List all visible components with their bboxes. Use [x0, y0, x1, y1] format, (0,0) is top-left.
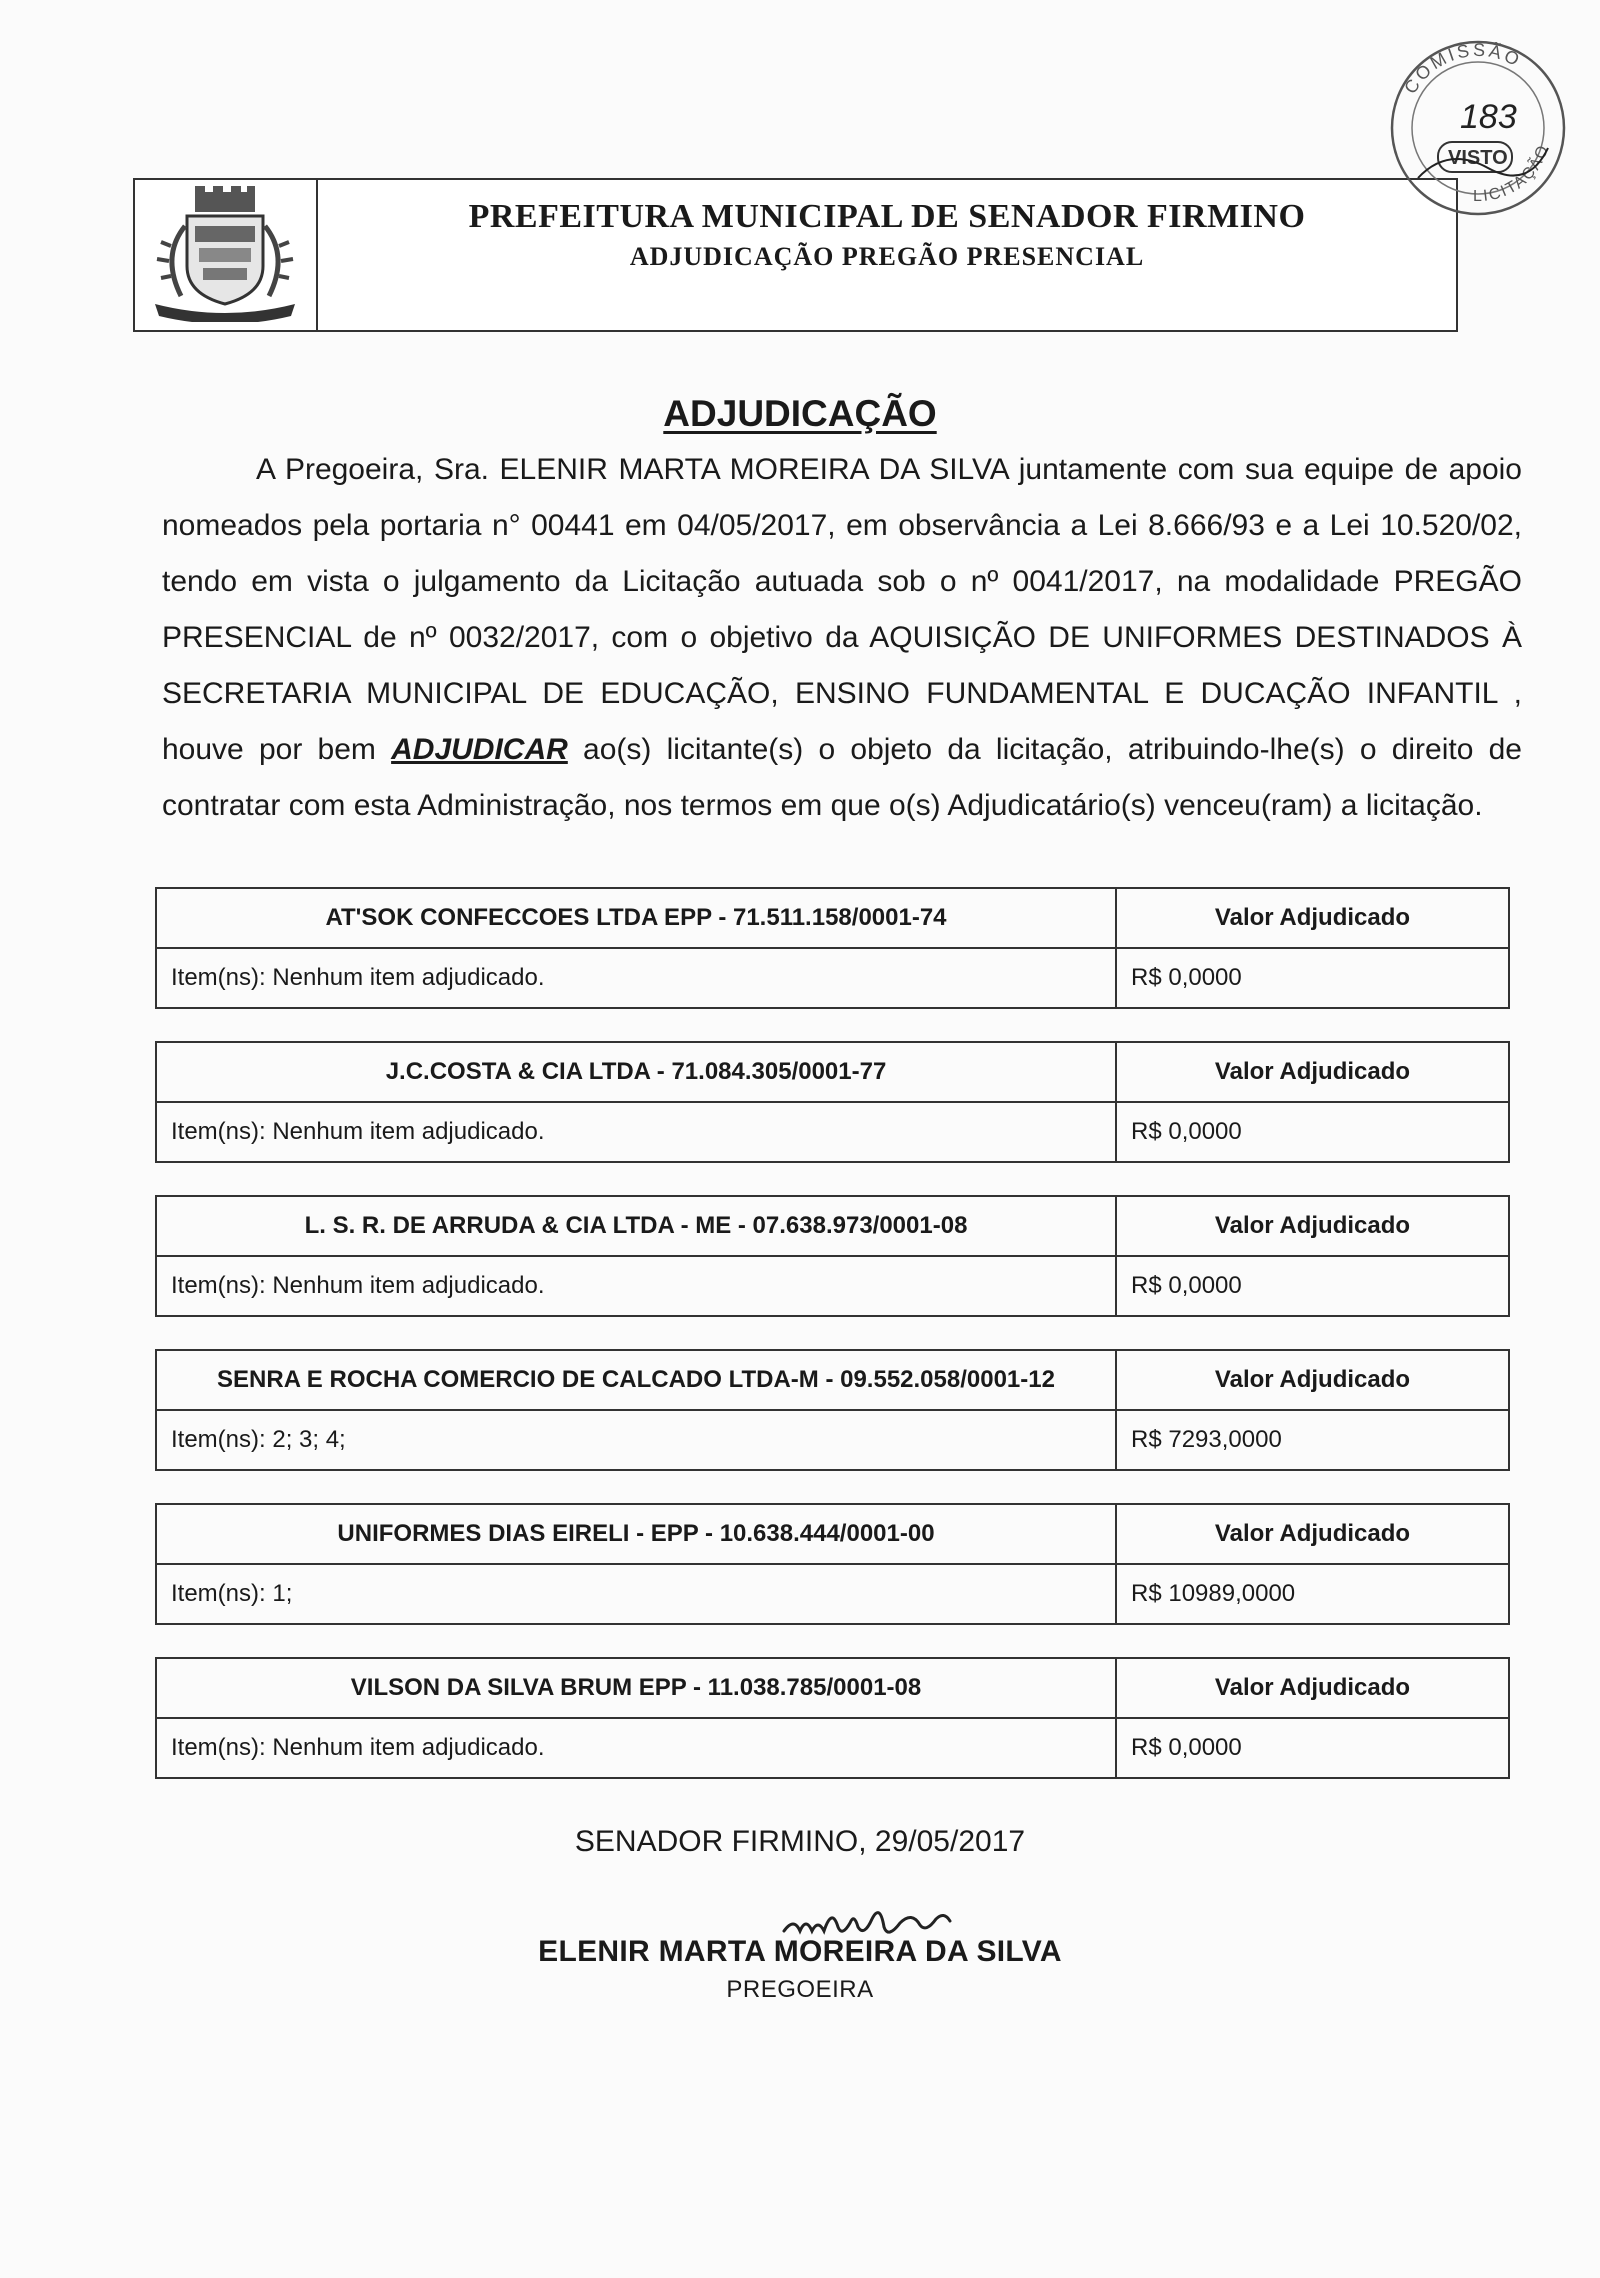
stamp-number: 183	[1460, 98, 1517, 136]
coat-of-arms-icon	[147, 186, 302, 322]
value-header: Valor Adjudicado	[1116, 1042, 1509, 1102]
document-title: ADJUDICAÇÃO	[663, 393, 937, 434]
award-table	[155, 1349, 1510, 1471]
adjudicar-emphasis: ADJUDICAR	[391, 733, 568, 766]
place-and-date: SENADOR FIRMINO, 29/05/2017	[574, 1825, 1026, 1858]
company-name: L. S. R. DE ARRUDA & CIA LTDA - ME - 07.638.973/0001-08	[156, 1196, 1116, 1256]
value-header: Valor Adjudicado	[1116, 1658, 1509, 1718]
letterhead	[133, 178, 1458, 332]
signer-role: PREGOEIRA	[726, 1976, 874, 2003]
commission-stamp-icon	[1378, 28, 1578, 218]
stamp-bottom-text: LICITAÇÃO	[1472, 141, 1553, 206]
items-cell: Item(ns): Nenhum item adjudicado.	[156, 948, 1116, 1008]
items-cell: Item(ns): Nenhum item adjudicado.	[156, 1102, 1116, 1162]
value-cell: R$ 0,0000	[1116, 1718, 1509, 1778]
award-table	[155, 887, 1510, 1009]
items-cell: Item(ns): Nenhum item adjudicado.	[156, 1718, 1116, 1778]
header-title: PREFEITURA MUNICIPAL DE SENADOR FIRMINO	[468, 198, 1306, 235]
value-header: Valor Adjudicado	[1116, 1504, 1509, 1564]
company-name: SENRA E ROCHA COMERCIO DE CALCADO LTDA-M - 09.552.058/0001-12	[156, 1350, 1116, 1410]
stamp-top-text: COMISSÃO	[1400, 39, 1526, 98]
company-name: VILSON DA SILVA BRUM EPP - 11.038.785/0001-08	[156, 1658, 1116, 1718]
value-cell: R$ 10989,0000	[1116, 1564, 1509, 1624]
company-name: UNIFORMES DIAS EIRELI - EPP - 10.638.444/0001-00	[156, 1504, 1116, 1564]
items-cell: Item(ns): Nenhum item adjudicado.	[156, 1256, 1116, 1316]
value-cell: R$ 0,0000	[1116, 1102, 1509, 1162]
value-header: Valor Adjudicado	[1116, 1196, 1509, 1256]
award-table	[155, 1657, 1510, 1779]
value-cell: R$ 7293,0000	[1116, 1410, 1509, 1470]
body-paragraph	[162, 442, 1522, 834]
crest-cell	[135, 180, 318, 330]
value-cell: R$ 0,0000	[1116, 1256, 1509, 1316]
header-subtitle: ADJUDICAÇÃO PREGÃO PRESENCIAL	[629, 242, 1145, 271]
signer-name: ELENIR MARTA MOREIRA DA SILVA	[538, 1935, 1062, 1968]
items-cell: Item(ns): 2; 3; 4;	[156, 1410, 1116, 1470]
items-cell: Item(ns): 1;	[156, 1564, 1116, 1624]
value-header: Valor Adjudicado	[1116, 1350, 1509, 1410]
awards-list	[155, 887, 1510, 1811]
company-name: AT'SOK CONFECCOES LTDA EPP - 71.511.158/0001-74	[156, 888, 1116, 948]
value-header: Valor Adjudicado	[1116, 888, 1509, 948]
award-table	[155, 1041, 1510, 1163]
award-table	[155, 1195, 1510, 1317]
stamp-visto: VISTO	[1448, 147, 1508, 169]
company-name: J.C.COSTA & CIA LTDA - 71.084.305/0001-77	[156, 1042, 1116, 1102]
value-cell: R$ 0,0000	[1116, 948, 1509, 1008]
award-table	[155, 1503, 1510, 1625]
paragraph-text-before: A Pregoeira, Sra. ELENIR MARTA MOREIRA DA SILVA juntamente com sua equipe de apoio nomeados pela portaria n° 00441 em 04/05/2017, em observância a Lei 8.666/93 e a Lei 10.520/02, tendo em vista o julgamento da Licitação autuada sob o nº 0041/2017, na modalidade PREGÃO PRESENCIAL de nº 0032/2017, com o objetivo da AQUISIÇÃO DE UNIFORMES DESTINADOS À SECRETARIA MUNICIPAL DE EDUCAÇÃO, ENSINO FUNDAMENTAL E DUCAÇÃO INFANTIL , houve por bem	[162, 453, 1522, 766]
paragraph-text-after: ao(s) licitante(s) o objeto da licitação, atribuindo-lhe(s) o direito de contratar com esta Administração, nos termos em que o(s) Adjudicatário(s) venceu(ram) a licitação.	[162, 733, 1522, 822]
